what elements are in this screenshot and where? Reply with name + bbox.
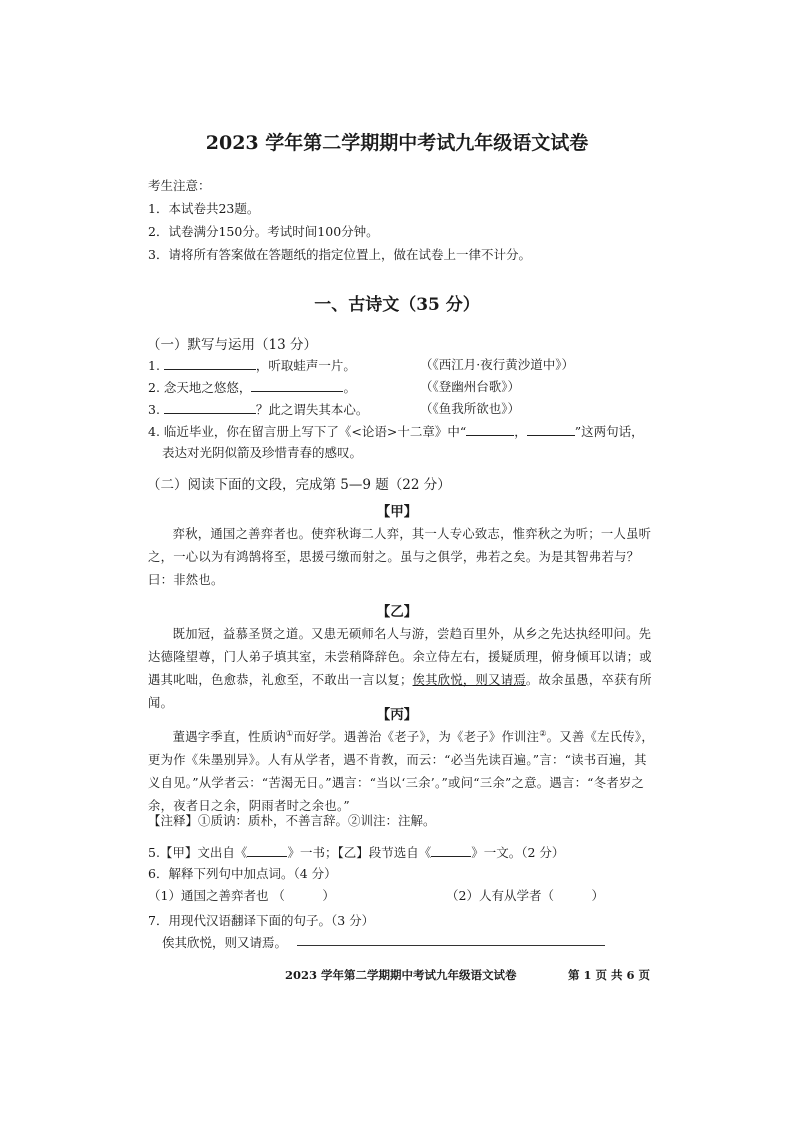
notice-item-3: 3．请将所有答案做在答题纸的指定位置上，做在试卷上一律不计分。 [148, 247, 531, 262]
page-title: 2023 学年第二学期期中考试九年级语文试卷 [205, 132, 589, 154]
q3-source: （《鱼我所欲也》） [420, 401, 521, 416]
passage-bing-text-1: 董遇字季直，性质讷 [172, 730, 286, 745]
passage-bing [148, 722, 658, 818]
passage-bing-text-3: 。又善《左氏传》，更为作《朱墨别异》。人有从学者，遇不肯教，而云：“必当先读百遍。”言：“读书百遍，其义自见。”从学者云：“苦渴无日。”遇言：“当以‘三余’。”或问“三余”之意。遇言：“冬者岁之余，夜者日之余，阴雨者时之余也。” [148, 730, 654, 814]
footnote-marker-2: ② [539, 729, 547, 738]
question-6: 6．解释下列句中加点词。（4 分） [148, 866, 337, 881]
passage-jia: 弈秋，通国之善弈者也。使弈秋诲二人弈，其一人专心致志，惟弈秋之为听；一人虽听之，一心以为有鸿鹄将至，思援弓缴而射之。虽与之俱学，弗若之矣。为是其智弗若与？曰：非然也。 [148, 527, 652, 587]
question-1 [148, 355, 356, 374]
passage-yi [148, 623, 658, 715]
passage-bing-text-2: 而好学。遇善治《老子》，为《老子》作训注 [293, 730, 540, 745]
q5-blank-1 [247, 842, 287, 857]
question-7: 7．用现代汉语翻译下面的句子。（3 分） [148, 913, 375, 928]
section-title: 一、古诗文（35 分） [314, 295, 480, 315]
q3-blank [164, 399, 256, 414]
notice-item-1: 1．本试卷共23题。 [148, 201, 260, 216]
question-3 [148, 399, 368, 418]
q4-line2: 表达对光阴似箭及珍惜青春的感叹。 [162, 445, 363, 460]
notice-heading: 考生注意： [148, 178, 211, 193]
part2-title: （二）阅读下面的文段，完成第 5—9 题（22 分） [147, 477, 451, 493]
passage-yi-label: 【乙】 [376, 604, 418, 620]
question-4 [148, 421, 644, 440]
q5-part-c: 》一文。（2 分） [471, 845, 565, 860]
q2-source: （《登幽州台歌》） [420, 379, 521, 394]
q4-pre: 临近毕业，你在留言册上写下了《<论语>十二章》中“ [163, 424, 467, 439]
passage-yi-text-2: 。故余虽愚，卒获有所闻。 [148, 673, 652, 710]
part1-title: （一）默写与运用（13 分） [147, 337, 317, 353]
q7-answer-line [297, 945, 605, 946]
question-5 [148, 842, 564, 861]
q2-number: 2. [148, 380, 160, 395]
question-2 [148, 377, 356, 396]
q1-blank [164, 355, 256, 370]
page-number: 第 1 页 共 6 页 [568, 968, 651, 982]
q4-post: ”这两句话， [574, 424, 644, 439]
q7-sentence: 俟其欣悦，则又请焉。 [162, 935, 288, 950]
footer-title: 2023 学年第二学期期中考试九年级语文试卷 [285, 968, 517, 982]
q3-number: 3. [148, 402, 160, 417]
q6-item-1: （1）通国之善弈者也 （ ） [148, 888, 335, 903]
q4-blank-2 [527, 421, 575, 436]
passage-yi-text-1: 既加冠，益慕圣贤之道。又患无硕师名人与游，尝趋百里外，从乡之先达执经叩问。先达德隆望尊，门人弟子填其室，未尝稍降辞色。余立侍左右，援疑质理，俯身倾耳以请；或遇其叱咄，色愈恭，礼愈至，不敢出一言以复； [148, 627, 652, 687]
q2-blank [251, 377, 343, 392]
notice-item-2: 2．试卷满分150分。考试时间100分钟。 [148, 224, 379, 239]
q3-text: ？此之谓失其本心。 [255, 402, 369, 417]
q1-text: ，听取蛙声一片。 [255, 358, 356, 373]
q6-item-2: （2）人有从学者（ ） [446, 888, 604, 903]
q1-source: （《西江月·夜行黄沙道中》） [420, 357, 574, 372]
annotation: 【注释】①质讷：质朴，不善言辞。②训注：注解。 [148, 813, 436, 828]
q4-blank-1 [466, 421, 514, 436]
q4-number: 4. [148, 424, 160, 439]
footnote-marker-1: ① [285, 729, 294, 738]
passage-jia-label: 【甲】 [376, 504, 418, 520]
passage-bing-label: 【丙】 [376, 707, 418, 723]
q5-part-b: 》一书；【乙】段节选自《 [287, 845, 432, 860]
q5-part-a: 5.【甲】文出自《 [148, 845, 248, 860]
q5-blank-2 [431, 842, 471, 857]
q1-number: 1. [148, 358, 160, 373]
q4-mid: ， [514, 424, 527, 439]
q2-pre: 念天地之悠悠， [163, 380, 252, 395]
q2-post: 。 [343, 380, 356, 395]
passage-yi-underlined: 俟其欣悦，则又请焉 [412, 673, 526, 687]
